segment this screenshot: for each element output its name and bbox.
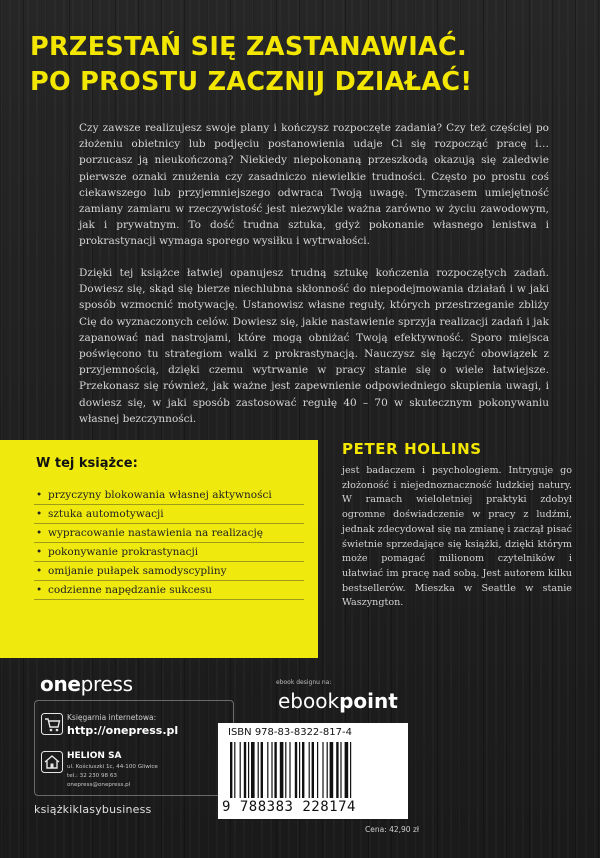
series-tag: książkiklasybusiness: [34, 803, 152, 816]
shop-url-link[interactable]: http://onepress.pl: [67, 724, 179, 737]
helion-address: ul. Kościuszki 1c, 44-100 Gliwice: [67, 764, 158, 770]
helion-email[interactable]: onepress@onepress.pl: [67, 782, 131, 788]
ebookpoint-logo: [278, 689, 398, 713]
intro-paragraph-2: Dzięki tej książce łatwiej opanujesz trudną sztukę kończenia rozpoczętych zadań. Dowiesz się, skąd się bierze niechlubna skłonność do niepodejmowania działań i w jaki sposób wzmocnić motywację. Ustanowisz własne reguły, których przestrzeganie zbliży Cię do wyznaczonych celów. Dowiesz się, jakie nastawienie sprzyja realizacji zadań i jak zapanować nad nastrojami, które mogą obniżać Twoją efektywność. Sporo miejsca poświęcono tu strategiom walki z prokrastynacją. Nauczysz się łączyć obowiązek z przyjemnością, dzięki czemu wytrwanie w pracy stanie się o wiele łatwiejsze. Przekonasz się również, jak ważne jest zapewnienie odpowiedniego skupienia uwagi, i dowiesz się, w jaki sposób zastosować regułę 40 – 70 w skutecznym pokonywaniu własnej bezczynności.: [79, 267, 549, 425]
onepress-logo-bold: one: [40, 672, 81, 696]
cart-icon: [41, 713, 63, 735]
author-bio: jest badaczem i psychologiem. Intryguje go złożoność i niejednoznaczność ludzkiej natury. W ramach wieloletniej praktyki zdobył ogromne doświadczenie w pracy z ludźmi, jednak zdecydował się na zmianę i zaczął pisać świetnie sprzedające się książki, dzięki którym może pomagać milionom czytelników i ułatwiać im pracę nad sobą. Jest autorem kilku bestsellerów. Mieszka w Seattle w stanie Waszyngton.: [342, 465, 572, 609]
ebookpoint-logo-second: point: [339, 689, 398, 713]
features-list: [34, 486, 304, 600]
onepress-logo: [40, 672, 133, 696]
feature-item: • sztuka automotywacji: [34, 505, 304, 524]
feature-item: • przyczyny blokowania własnej aktywności: [34, 486, 304, 505]
feature-item: • wypracowanie nastawienia na realizację: [34, 524, 304, 543]
publisher-info-box: [34, 700, 234, 796]
feature-item: • pokonywanie prokrastynacji: [34, 543, 304, 562]
isbn-text: ISBN 978-83-8322-817-4: [228, 727, 352, 738]
barcode-graphic: [228, 742, 398, 798]
ebookpoint-logo-first: ebook: [278, 689, 340, 713]
feature-item: • omijanie pułapek samodyscypliny: [34, 562, 304, 581]
price-label: Cena: 42,90 zł: [365, 825, 420, 834]
features-heading: W tej książce:: [36, 456, 138, 471]
headline-line-1: PRZESTAŃ SIĘ ZASTANAWIAĆ.: [30, 32, 468, 62]
features-box: [0, 440, 318, 658]
barcode-box: [218, 723, 408, 819]
barcode-number: 9 788383 228174: [222, 799, 356, 815]
onepress-logo-rest: press: [80, 672, 133, 696]
helion-name: HELION SA: [67, 751, 122, 761]
headline-line-2: PO PROSTU ZACZNIJ DZIAŁAĆ!: [30, 67, 473, 97]
shop-label: Księgarnia internetowa:: [67, 713, 157, 722]
cover-headline: [30, 30, 575, 100]
ebook-small-label: ebook designu na:: [276, 679, 332, 686]
house-icon: [41, 751, 63, 773]
intro-paragraph-1: Czy zawsze realizujesz swoje plany i kończysz rozpoczęte zadania? Czy też częściej po złożeniu obietnicy lub podjęciu postanowienia udaje Ci się rozpocząć pracę i… porzucasz ją nieukończoną? Niekiedy niepokonaną przeszkodą okazują się zaledwie pierwsze oznaki znużenia czy zasadniczo niewielkie trudności. Często po prostu coś ciekawszego lub przyjemniejszego odwraca Twoją uwagę. Tymczasem umiejętność zamiany zamiaru w rzeczywistość jest niezwykle ważna zarówno w życiu zawodowym, jak i prywatnym. To dość trudna sztuka, gdyż pokonanie własnego lenistwa i prokrastynacji wymaga sporego wysiłku i wytrwałości.: [79, 122, 549, 248]
author-name: PETER HOLLINS: [342, 440, 482, 458]
feature-item: • codzienne napędzanie sukcesu: [34, 581, 304, 600]
helion-phone: tel.: 32 230 98 63: [67, 773, 117, 779]
